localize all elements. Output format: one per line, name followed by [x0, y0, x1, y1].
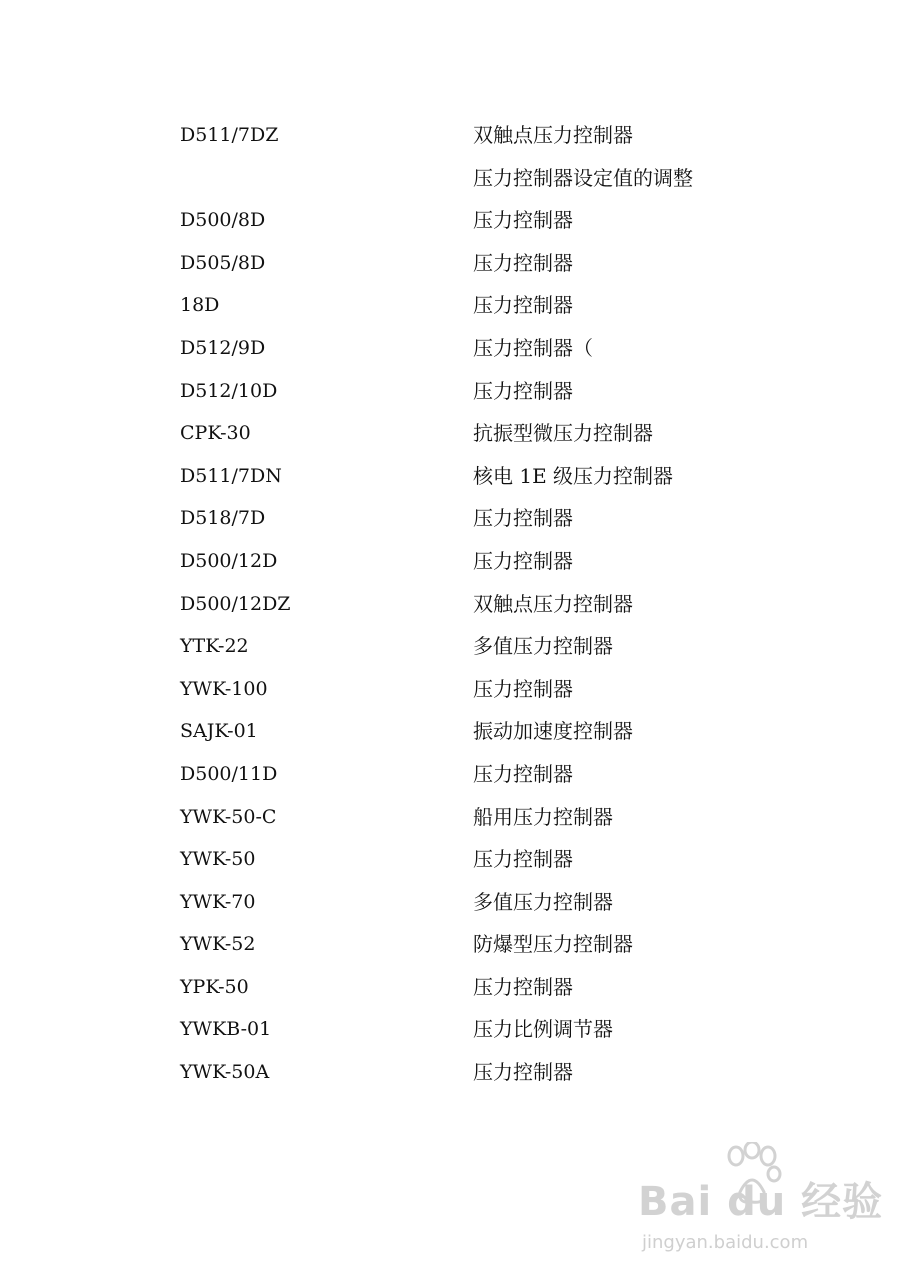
product-description: 核电 1E 级压力控制器	[473, 463, 674, 488]
product-description: 压力控制器（	[473, 335, 593, 360]
list-item	[0, 114, 906, 157]
list-item	[0, 625, 906, 668]
product-list	[0, 114, 906, 1094]
product-description: 压力控制器	[473, 506, 573, 531]
product-description: 压力控制器	[473, 974, 573, 999]
product-description: 压力控制器	[473, 761, 573, 786]
product-description: 振动加速度控制器	[473, 719, 633, 744]
list-item	[0, 370, 906, 413]
list-item	[0, 923, 906, 966]
list-item	[0, 157, 906, 200]
model-number: D500/12D	[180, 549, 278, 572]
product-description: 双触点压力控制器	[473, 123, 633, 147]
watermark	[638, 1142, 884, 1262]
model-number: YPK-50	[180, 975, 249, 998]
product-description: 压力控制器	[473, 676, 573, 701]
model-number: D511/7DZ	[180, 124, 279, 146]
model-number: D500/8D	[180, 209, 266, 232]
model-number: D500/11D	[180, 762, 278, 785]
model-number: D518/7D	[180, 507, 266, 530]
list-item	[0, 455, 906, 498]
product-description: 多值压力控制器	[473, 889, 613, 914]
list-item	[0, 583, 906, 626]
list-item	[0, 327, 906, 370]
product-description: 抗振型微压力控制器	[473, 421, 653, 446]
model-number: YWKB-01	[180, 1018, 272, 1041]
product-description: 压力控制器	[473, 250, 573, 275]
model-number: YWK-100	[180, 677, 268, 700]
product-description: 压力控制器	[473, 847, 573, 872]
model-number: SAJK-01	[180, 720, 258, 743]
list-item	[0, 668, 906, 711]
product-description: 压力控制器	[473, 293, 573, 318]
model-number: YWK-50A	[180, 1061, 270, 1084]
list-item	[0, 199, 906, 242]
product-description: 压力控制器	[473, 208, 573, 233]
list-item	[0, 497, 906, 540]
watermark-logo: Bai du 经验	[638, 1179, 884, 1225]
list-item	[0, 881, 906, 924]
product-description: 船用压力控制器	[473, 804, 613, 829]
model-number: YWK-52	[180, 933, 256, 956]
list-item	[0, 966, 906, 1009]
model-number: D500/12DZ	[180, 592, 291, 615]
product-description: 防爆型压力控制器	[473, 932, 633, 957]
list-item	[0, 1008, 906, 1051]
product-description: 多值压力控制器	[473, 634, 613, 659]
model-number: D512/9D	[180, 336, 266, 359]
product-description: 双触点压力控制器	[473, 591, 633, 616]
model-number: YWK-50	[180, 848, 256, 871]
list-item	[0, 1051, 906, 1094]
list-item	[0, 284, 906, 327]
model-number: CPK-30	[180, 422, 251, 445]
product-description: 压力控制器	[473, 548, 573, 573]
list-item	[0, 796, 906, 839]
list-item	[0, 242, 906, 285]
list-item	[0, 838, 906, 881]
product-description: 压力控制器	[473, 378, 573, 403]
model-number: D512/10D	[180, 379, 278, 402]
model-number: YWK-50-C	[180, 805, 277, 828]
model-number: D505/8D	[180, 251, 266, 274]
product-description: 压力控制器	[473, 1060, 573, 1085]
model-number: D511/7DN	[180, 464, 282, 487]
list-item	[0, 412, 906, 455]
model-number: 18D	[180, 294, 220, 317]
product-description: 压力比例调节器	[473, 1017, 613, 1042]
list-item	[0, 753, 906, 796]
model-number: YWK-70	[180, 890, 256, 913]
list-item	[0, 710, 906, 753]
product-description: 压力控制器设定值的调整	[473, 165, 693, 190]
watermark-url: jingyan.baidu.com	[642, 1232, 809, 1253]
model-number: YTK-22	[180, 635, 249, 658]
list-item	[0, 540, 906, 583]
